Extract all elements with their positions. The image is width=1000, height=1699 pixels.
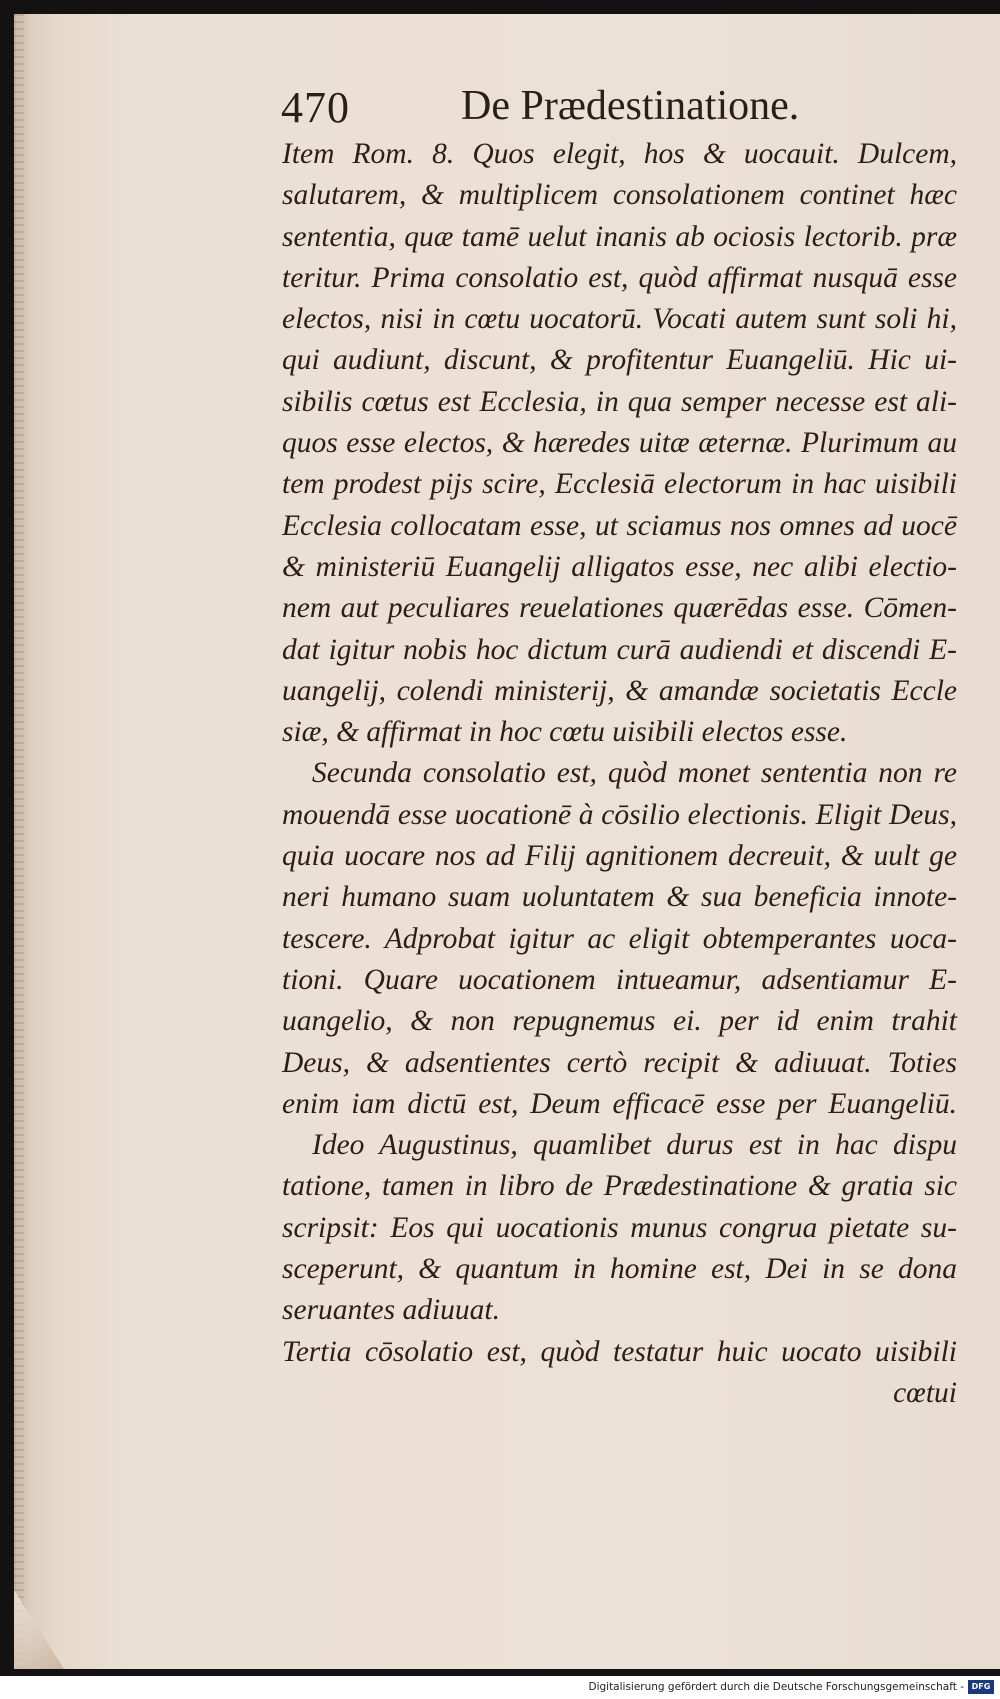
text-line: tioni. Quare uocationem intueamur, adsentiamur E-	[282, 963, 957, 996]
text-line: mouendā esse uocationē à cōsilio electionis. Eligit Deus,	[282, 798, 957, 831]
text-line: enim iam dictū est, Deum efficacē esse per Euangeliū.	[282, 1087, 957, 1120]
text-line: Ideo Augustinus, quamlibet durus est in hac dispu	[312, 1129, 957, 1162]
text-line: Deus, & adsentientes certò recipit & adiuuat. Toties	[282, 1046, 957, 1079]
text-line: sibilis cœtus est Ecclesia, in qua semper necesse est ali-	[282, 385, 957, 418]
running-title: De Prædestinatione.	[461, 83, 800, 129]
text-line: Ecclesia collocatam esse, ut sciamus nos omnes ad uocē	[282, 509, 957, 542]
page-gutter-edge	[14, 14, 24, 1669]
text-line: salutarem, & multiplicem consolationem continet hæc	[282, 179, 957, 212]
text-line: qui audiunt, discunt, & profitentur Euangeliū. Hic ui-	[282, 344, 957, 377]
text-line: neri humano suam uoluntatem & sua beneficia innote-	[282, 881, 957, 914]
text-line: quos esse electos, & hæredes uitæ æternæ. Plurimum au	[282, 427, 957, 460]
text-line: sceperunt, & quantum in homine est, Dei in se dona	[282, 1253, 957, 1286]
catchword: cœtui	[893, 1376, 957, 1409]
page-header	[281, 82, 841, 138]
text-line: scripsit: Eos qui uocationis munus congrua pietate su-	[282, 1211, 957, 1244]
text-line: & ministeriū Euangelij alligatos esse, nec alibi electio-	[282, 550, 957, 583]
text-line: uangelio, & non repugnemus ei. per id enim trahit	[282, 1005, 957, 1038]
dfg-logo: DFG	[968, 1680, 994, 1694]
text-line: Item Rom. 8. Quos elegit, hos & uocauit. Dulcem,	[282, 138, 957, 170]
text-line: siæ, & affirmat in hoc cœtu uisibili electos esse.	[282, 716, 848, 749]
text-line: nem aut peculiares reuelationes quærēdas esse. Cōmen-	[282, 592, 957, 625]
text-line: tatione, tamen in libro de Prædestinatione & gratia sic	[282, 1170, 957, 1203]
text-line: uangelij, colendi ministerij, & amandæ societatis Eccle	[282, 674, 957, 707]
text-line: tem prodest pijs scire, Ecclesiā electorum in hac uisibili	[282, 468, 957, 501]
text-line: teritur. Prima consolatio est, quòd affirmat nusquā esse	[282, 261, 957, 294]
funding-credit: Digitalisierung gefördert durch die Deutsche Forschungsgemeinschaft -	[588, 1681, 964, 1693]
text-line: quia uocare nos ad Filij agnitionem decreuit, & uult ge	[282, 840, 957, 873]
text-line: Secunda consolatio est, quòd monet sententia non re	[312, 757, 957, 790]
text-line: electos, nisi in cœtu uocatorū. Vocati autem sunt soli hi,	[282, 303, 957, 336]
text-line: Tertia cōsolatio est, quòd testatur huic uocato uisibili	[282, 1335, 957, 1368]
body-text	[282, 134, 957, 1414]
text-line: sententia, quæ tamē uelut inanis ab ociosis lectorib. præ	[282, 220, 957, 253]
page-number: 470	[281, 83, 350, 132]
text-line: tescere. Adprobat igitur ac eligit obtemperantes uoca-	[282, 922, 957, 955]
footer-bar	[0, 1676, 1000, 1699]
text-line: seruantes adiuuat.	[282, 1294, 500, 1327]
text-line: dat igitur nobis hoc dictum curā audiendi et discendi E-	[282, 633, 957, 666]
